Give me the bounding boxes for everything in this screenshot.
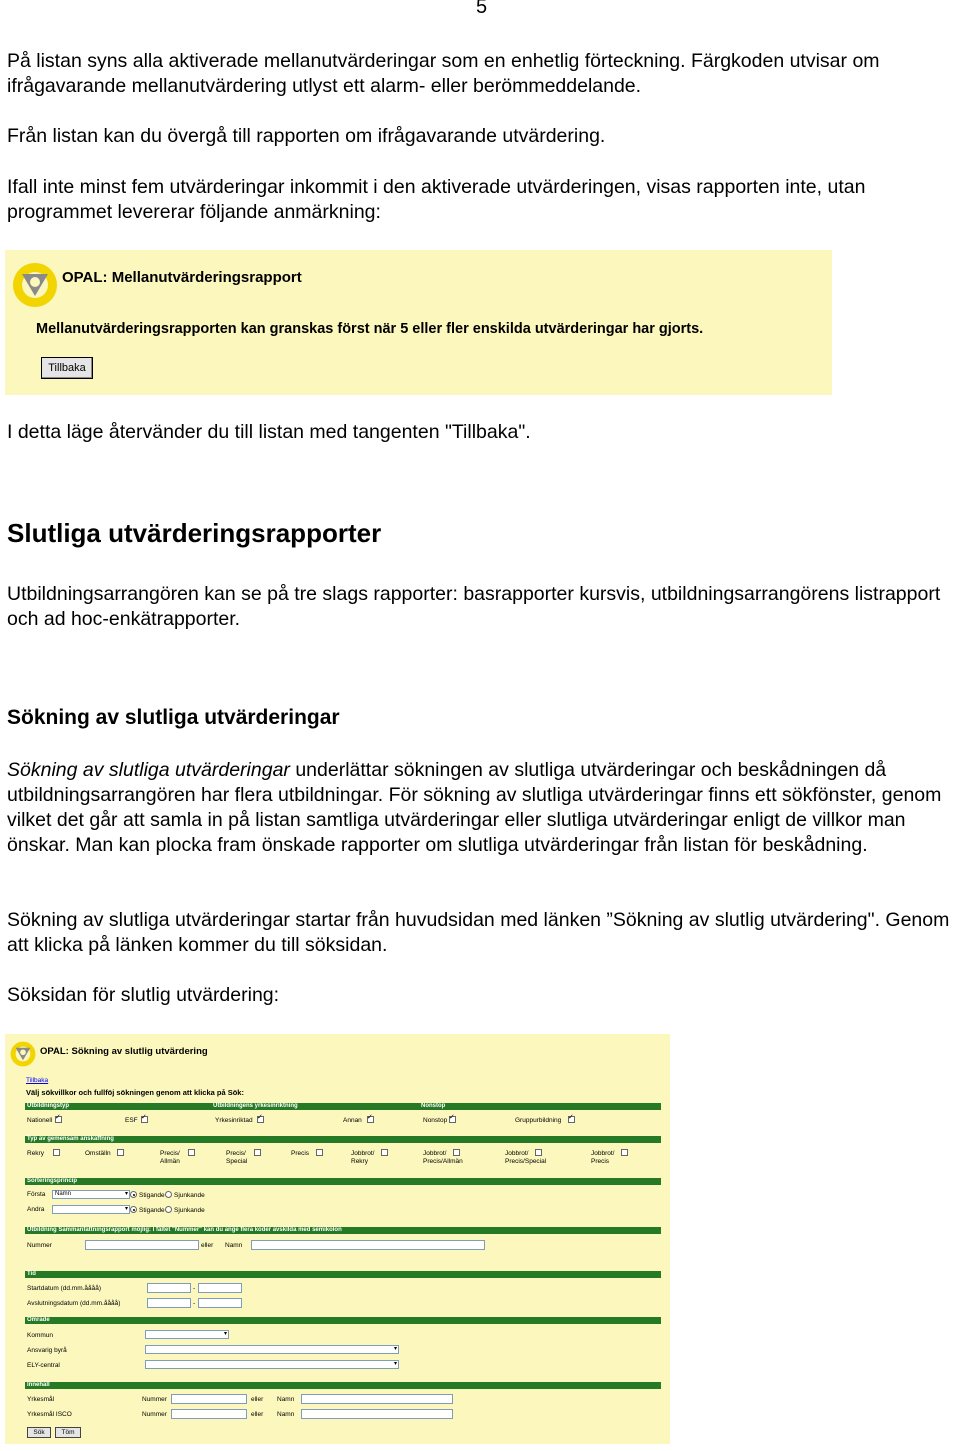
label-precis3: Precis bbox=[291, 1150, 310, 1157]
label-sjunkande: Sjunkande bbox=[174, 1192, 205, 1199]
label-nonstop: Nonstop bbox=[423, 1117, 448, 1124]
paragraph-list-overview: På listan syns alla aktiverade mellanutvärderingar som en enhetlig förteckning. Färgkoden utvisar om ifrågavarande mellanutvärdering utlyst ett alarm- eller berömmeddelande. bbox=[7, 50, 880, 97]
label-namn: Namn bbox=[277, 1411, 295, 1418]
label-jobbrot1: Jobbrot/ bbox=[351, 1150, 375, 1157]
label-andra: Andra bbox=[27, 1206, 45, 1213]
paragraph-min-five: Ifall inte minst fem utvärderingar inkommit i den aktiverade utvärderingen, visas rapporten inte, utan programmet levererar följande anmärkning: bbox=[7, 176, 866, 223]
radio-asc-2[interactable] bbox=[130, 1206, 137, 1213]
checkbox-jobbrot-rekry[interactable] bbox=[381, 1149, 388, 1156]
heading-final-reports: Slutliga utvärderingsrapporter bbox=[7, 518, 382, 548]
label-jobbrot4: Jobbrot/ bbox=[591, 1150, 615, 1157]
label-eller: eller bbox=[201, 1242, 214, 1249]
checkbox-precis[interactable] bbox=[316, 1149, 323, 1156]
label-pa: Precis/Allmän bbox=[423, 1158, 463, 1165]
bar-label: Sorteringsprincip bbox=[27, 1178, 78, 1184]
label-ely: ELY-central bbox=[27, 1362, 60, 1369]
screenshot1-title: OPAL: Mellanutvärderingsrapport bbox=[62, 269, 302, 286]
paragraph-search-rest: underlättar sökningen av slutliga utvärderingar och beskådningen då utbildningsarrangören har flera utbildningar. För sökning av slutliga utvärderingar finns ett sökfönster, genom vilket det går att samla in på listan samtliga utvärderingar eller slutliga utvärderingar enligt de villkor man önskar. Man kan plocka fram önskade rapporter om slutliga utvärderingar från listan för beskådning. bbox=[7, 759, 942, 856]
label-precis2: Precis/ bbox=[226, 1150, 246, 1157]
checkbox-jobbrot-precis[interactable] bbox=[621, 1149, 628, 1156]
bar-label: Utbildningstyp bbox=[27, 1103, 69, 1109]
label-yrk: Yrkesinriktad bbox=[215, 1117, 253, 1124]
bar-label: Innehåll bbox=[27, 1382, 50, 1388]
label-esf: ESF bbox=[125, 1117, 138, 1124]
back-link[interactable]: Tillbaka bbox=[26, 1077, 49, 1084]
select-ansvarig[interactable] bbox=[145, 1345, 399, 1354]
label-namn: Namn bbox=[225, 1242, 243, 1249]
checkbox-precis-allman[interactable] bbox=[188, 1149, 195, 1156]
input-start-from[interactable] bbox=[147, 1283, 191, 1293]
bar-education-summary bbox=[25, 1227, 661, 1234]
instruction: Välj sökvillkor och fullföj sökningen genom att klicka på Sök: bbox=[26, 1088, 244, 1097]
label-jobbrot2: Jobbrot/ bbox=[423, 1150, 447, 1157]
label-nummer: Nummer bbox=[27, 1242, 52, 1249]
paragraph-return: I detta läge återvänder du till listan med tangenten "Tillbaka". bbox=[7, 421, 531, 443]
input-yrkesmal-name[interactable] bbox=[301, 1394, 453, 1404]
bar-label: Tid bbox=[27, 1271, 36, 1277]
select-kommun[interactable] bbox=[145, 1330, 229, 1339]
italic-term: Sökning av slutliga utvärderingar bbox=[7, 759, 290, 781]
label-nationell: Nationell bbox=[27, 1117, 53, 1124]
label-eller: eller bbox=[251, 1411, 264, 1418]
checkbox-grupp[interactable] bbox=[568, 1116, 575, 1123]
label-sjunkande: Sjunkande bbox=[174, 1207, 205, 1214]
label-stigande: Stigande bbox=[139, 1192, 165, 1199]
screenshot1-message: Mellanutvärderingsrapporten kan granskas först när 5 eller fler enskilda utvärderingar har gjorts. bbox=[36, 321, 704, 337]
bar-label: Område bbox=[27, 1317, 50, 1323]
screenshot-midterm-report bbox=[5, 250, 832, 395]
input-end-to[interactable] bbox=[198, 1298, 242, 1308]
input-name[interactable] bbox=[251, 1240, 485, 1250]
radio-asc-1[interactable] bbox=[130, 1191, 137, 1198]
label-special: Special bbox=[226, 1158, 248, 1165]
select-ely[interactable] bbox=[145, 1360, 399, 1369]
label-yrkesmal: Yrkesmål bbox=[27, 1396, 55, 1403]
page-number: 5 bbox=[476, 0, 488, 18]
label-omst: Omställn bbox=[85, 1150, 111, 1157]
bar-content bbox=[25, 1382, 661, 1389]
bar-label: Utbildningens yrkesinriktning bbox=[213, 1103, 298, 1109]
label-allman: Allmän bbox=[160, 1158, 180, 1165]
label-forsta: Första bbox=[27, 1191, 46, 1198]
label-kommun: Kommun bbox=[27, 1332, 54, 1339]
label-annan: Annan bbox=[343, 1117, 362, 1124]
label-eller: eller bbox=[251, 1396, 264, 1403]
label-jobbrot3: Jobbrot/ bbox=[505, 1150, 529, 1157]
back-button[interactable]: Tillbaka bbox=[41, 357, 93, 379]
select-first-sort[interactable]: Namn ▾ bbox=[52, 1190, 130, 1199]
checkbox-jobbrot-pa[interactable] bbox=[453, 1149, 460, 1156]
label-stigande: Stigande bbox=[139, 1207, 165, 1214]
input-start-to[interactable] bbox=[198, 1283, 242, 1293]
label-grupp: Gruppurbildning bbox=[515, 1117, 562, 1124]
bar-sorting bbox=[25, 1178, 661, 1185]
checkbox-esf[interactable] bbox=[141, 1116, 148, 1123]
dash: - bbox=[193, 1285, 196, 1292]
input-isco-name[interactable] bbox=[301, 1409, 453, 1419]
paragraph-search-page: Söksidan för slutlig utvärdering: bbox=[7, 984, 280, 1006]
bar-procurement bbox=[25, 1136, 661, 1143]
label-namn: Namn bbox=[277, 1396, 295, 1403]
label-precis4: Precis bbox=[591, 1158, 610, 1165]
label-end-date: Avslutningsdatum (dd.mm.åååå) bbox=[27, 1300, 121, 1307]
checkbox-nonstop[interactable] bbox=[449, 1116, 456, 1123]
label-nummer: Nummer bbox=[142, 1396, 167, 1403]
checkbox-rekry[interactable] bbox=[53, 1149, 60, 1156]
paragraph-report-types: Utbildningsarrangören kan se på tre slags rapporter: basrapporter kursvis, utbildningsarrangörens listrapport och ad hoc-enkätrapporter. bbox=[7, 583, 941, 630]
label-precis1: Precis/ bbox=[160, 1150, 180, 1157]
checkbox-precis-special[interactable] bbox=[254, 1149, 261, 1156]
label-isco: Yrkesmål ISCO bbox=[27, 1411, 72, 1418]
dash: - bbox=[193, 1300, 196, 1307]
bar-label: Nonstop bbox=[421, 1103, 446, 1109]
bar-label: Utbildning Sammanfattningsrapport möjlig: I fältet "Nummer" kan du ange flera koder avskilda med semikolon bbox=[27, 1227, 342, 1233]
label-ps: Precis/Special bbox=[505, 1158, 547, 1165]
checkbox-yrk[interactable] bbox=[257, 1116, 264, 1123]
label-nummer: Nummer bbox=[142, 1411, 167, 1418]
paragraph-report-link: Från listan kan du övergå till rapporten om ifrågavarande utvärdering. bbox=[7, 125, 606, 147]
paragraph-search-description bbox=[7, 758, 959, 858]
clear-button[interactable]: Töm bbox=[55, 1427, 81, 1438]
select-second-sort[interactable] bbox=[52, 1205, 130, 1214]
radio-desc-1[interactable] bbox=[165, 1191, 172, 1198]
input-end-from[interactable] bbox=[147, 1298, 191, 1308]
screenshot-search-page bbox=[5, 1034, 670, 1444]
paragraph-search-start: Sökning av slutliga utvärderingar startar från huvudsidan med länken ”Sökning av slutlig utvärdering". Genom att klicka på länken kommer du till söksidan. bbox=[7, 909, 950, 956]
input-number[interactable] bbox=[85, 1240, 199, 1250]
label-ansvarig: Ansvarig byrå bbox=[27, 1347, 67, 1354]
screenshot2-title: OPAL: Sökning av slutlig utvärdering bbox=[40, 1046, 208, 1057]
label-rekry: Rekry bbox=[27, 1150, 44, 1157]
opal-logo-icon bbox=[10, 1041, 36, 1067]
checkbox-annan[interactable] bbox=[367, 1116, 374, 1123]
bar-area bbox=[25, 1317, 661, 1324]
input-isco-number[interactable] bbox=[171, 1409, 247, 1419]
checkbox-nationell[interactable] bbox=[55, 1116, 62, 1123]
input-yrkesmal-number[interactable] bbox=[171, 1394, 247, 1404]
label-rekry2: Rekry bbox=[351, 1158, 368, 1165]
search-button[interactable]: Sök bbox=[27, 1427, 51, 1438]
label-start-date: Startdatum (dd.mm.åååå) bbox=[27, 1285, 102, 1292]
heading-search-final: Sökning av slutliga utvärderingar bbox=[7, 706, 340, 729]
opal-logo-icon bbox=[12, 262, 58, 308]
checkbox-jobbrot-ps[interactable] bbox=[535, 1149, 542, 1156]
radio-desc-2[interactable] bbox=[165, 1206, 172, 1213]
bar-education-type bbox=[25, 1103, 661, 1110]
bar-label: Typ av gemensam anskaffning bbox=[27, 1136, 114, 1142]
checkbox-omst[interactable] bbox=[117, 1149, 124, 1156]
bar-time bbox=[25, 1271, 661, 1278]
